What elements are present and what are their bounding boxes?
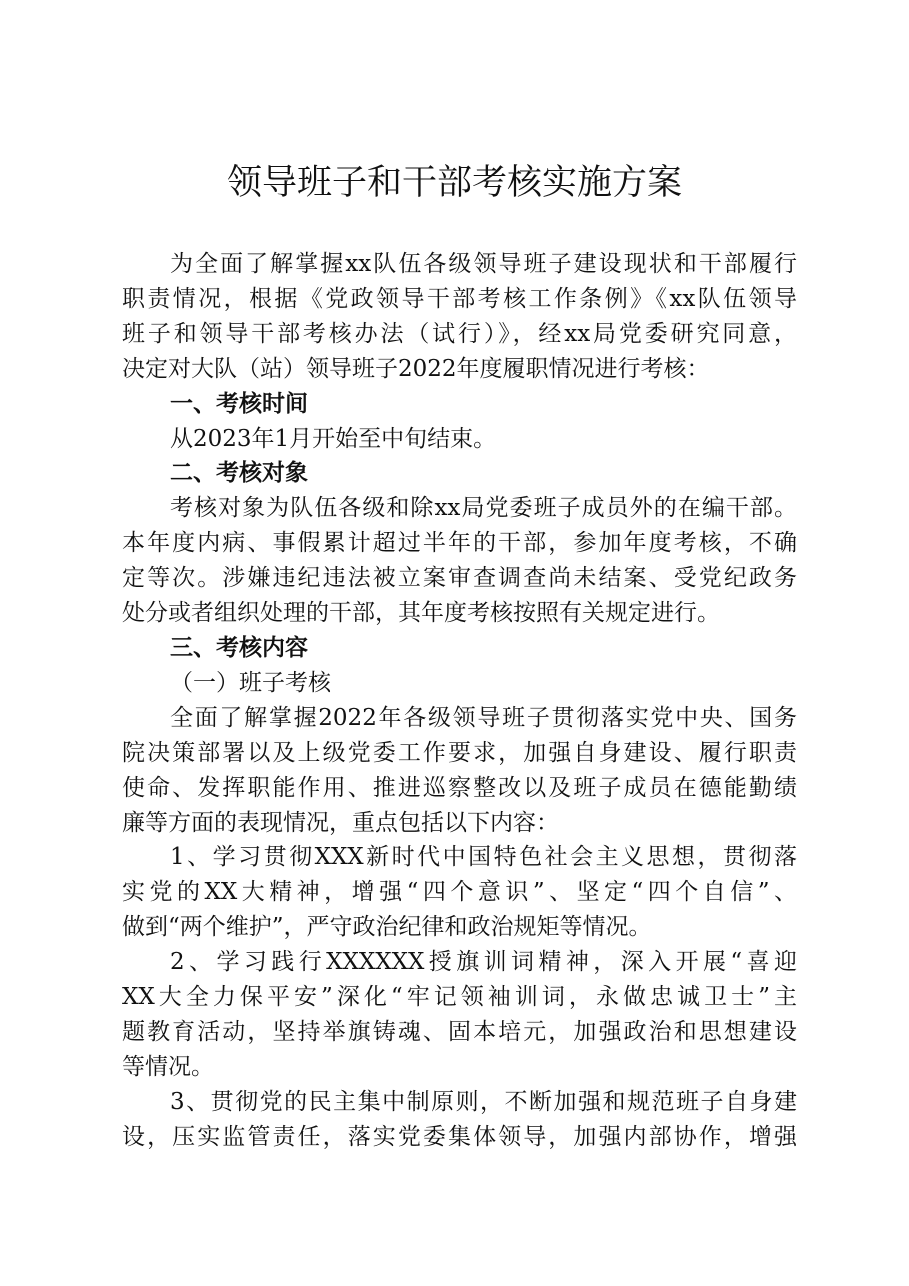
text-line: 院决策部署以及上级党委工作要求，加强自身建设、履行职责: [122, 739, 797, 766]
text-line: 廉等方面的表现情况，重点包括以下内容：: [122, 809, 559, 836]
text-line: 考核对象为队伍各级和除xx局党委班子成员外的在编干部。: [170, 495, 797, 522]
text-line: XX大全力保平安”深化“牢记领袖训词，永做忠诚卫士”主: [122, 984, 797, 1011]
text-line: 2、学习践行XXXXXX授旗训词精神，深入开展“喜迎: [170, 949, 797, 976]
text-line: 从2023年1月开始至中旬结束。: [170, 425, 497, 452]
intro-paragraph: [122, 247, 797, 387]
text-line: 设，压实监管责任，落实党委集体领导，加强内部协作，增强: [122, 1123, 797, 1150]
text-line: 题教育活动，坚持举旗铸魂、固本培元，加强政治和思想建设: [122, 1018, 797, 1045]
item-1-paragraph: [122, 840, 797, 945]
section-heading-target: 二、考核对象: [170, 460, 308, 487]
text-line: 本年度内病、事假累计超过半年的干部，参加年度考核，不确: [122, 530, 797, 557]
item-3-paragraph: [122, 1085, 797, 1155]
document-title: 领导班子和干部考核实施方案: [226, 163, 682, 203]
text-line: 实党的XX大精神，增强“四个意识”、坚定“四个自信”、: [122, 879, 797, 906]
section-heading-content: 三、考核内容: [170, 634, 308, 661]
text-line: 等情况。: [122, 1053, 214, 1080]
document-body: [122, 247, 797, 1155]
subsection-heading-team: （一）班子考核: [170, 669, 331, 696]
section-heading-time: 一、考核时间: [170, 390, 308, 417]
text-line: 使命、发挥职能作用、推进巡察整改以及班子成员在德能勤绩: [122, 774, 797, 801]
text-line: 职责情况，根据《党政领导干部考核工作条例》《xx队伍领导: [122, 285, 797, 312]
text-line: 为全面了解掌握xx队伍各级领导班子建设现状和干部履行: [170, 251, 797, 277]
text-line: 班子和领导干部考核办法（试行）》，经xx局党委研究同意，: [122, 320, 797, 347]
text-line: 1、学习贯彻XXX新时代中国特色社会主义思想，贯彻落: [170, 844, 797, 871]
text-line: 做到“两个维护”，严守政治纪律和政治规矩等情况。: [122, 914, 652, 941]
time-paragraph: [122, 422, 797, 457]
team-paragraph: [122, 701, 797, 841]
text-line: 决定对大队（站）领导班子2022年度履职情况进行考核：: [122, 355, 710, 382]
item-2-paragraph: [122, 945, 797, 1085]
text-line: 全面了解掌握2022年各级领导班子贯彻落实党中央、国务: [170, 704, 797, 731]
text-line: 定等次。涉嫌违纪违法被立案审查调查尚未结案、受党纪政务: [122, 565, 797, 592]
text-line: 处分或者组织处理的干部，其年度考核按照有关规定进行。: [122, 600, 720, 627]
text-line: 3、贯彻党的民主集中制原则，不断加强和规范班子自身建: [170, 1088, 797, 1115]
target-paragraph: [122, 491, 797, 631]
